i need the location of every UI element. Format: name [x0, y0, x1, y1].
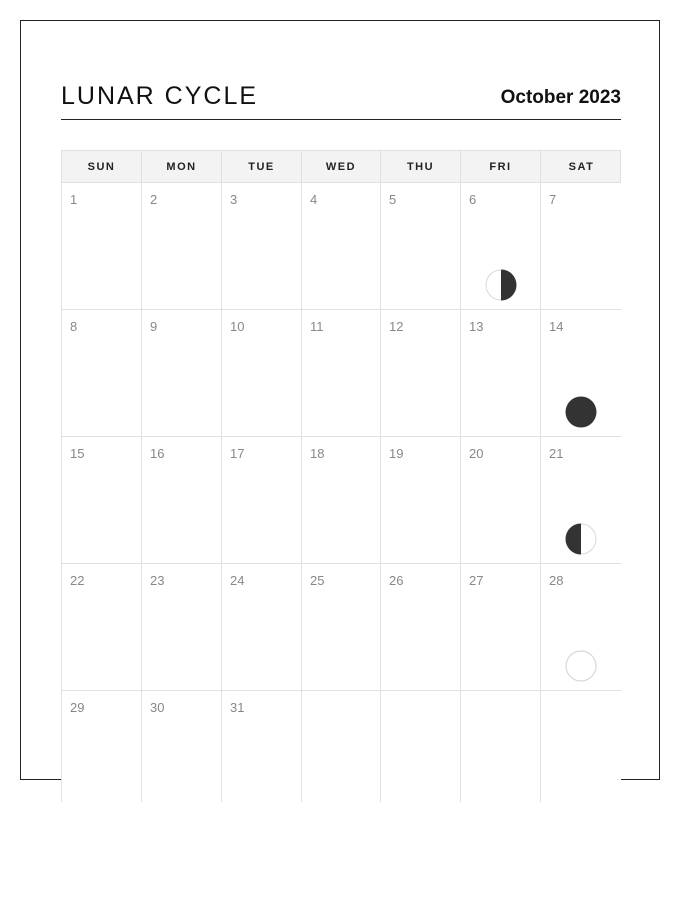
day-number: 16 — [150, 446, 165, 461]
calendar-header — [61, 78, 621, 120]
weekday-label: SAT — [568, 160, 595, 173]
weekday-label: SUN — [62, 151, 142, 182]
day-number: 21 — [549, 446, 564, 461]
weekday-label: TUE — [222, 151, 302, 182]
day-cell[interactable] — [142, 437, 222, 564]
day-number: 10 — [230, 319, 245, 334]
day-number: 7 — [549, 192, 557, 207]
day-cell[interactable] — [62, 437, 142, 564]
day-cell[interactable] — [62, 691, 142, 802]
day-cell[interactable] — [302, 183, 381, 310]
day-number: 28 — [549, 573, 564, 588]
weekday-label: FRI — [461, 151, 541, 182]
day-cell[interactable] — [381, 183, 461, 310]
day-cell[interactable] — [461, 564, 541, 691]
day-number: 8 — [70, 319, 78, 334]
day-number: 18 — [310, 446, 325, 461]
day-number: 22 — [70, 573, 85, 588]
weekday-label: WED — [302, 151, 381, 182]
day-number: 15 — [70, 446, 85, 461]
day-cell[interactable] — [461, 437, 541, 564]
day-number: 30 — [150, 700, 165, 715]
day-cell[interactable] — [461, 310, 541, 437]
day-number: 14 — [549, 319, 564, 334]
day-number: 24 — [230, 573, 245, 588]
day-number: 19 — [389, 446, 404, 461]
day-cell[interactable] — [302, 437, 381, 564]
day-cell[interactable] — [222, 183, 302, 310]
empty-day-cell — [541, 691, 621, 802]
weekday-header-row — [61, 150, 621, 183]
day-cell[interactable] — [541, 564, 621, 691]
empty-day-cell — [461, 691, 541, 802]
day-cell[interactable] — [62, 183, 142, 310]
day-cell[interactable] — [142, 691, 222, 802]
day-number: 29 — [70, 700, 85, 715]
day-cell[interactable] — [222, 691, 302, 802]
first-quarter-moon-icon — [565, 523, 597, 555]
page-title: LUNAR CYCLE — [61, 82, 259, 110]
day-number: 5 — [389, 192, 397, 207]
day-cell[interactable] — [62, 564, 142, 691]
day-number: 13 — [469, 319, 484, 334]
day-cell[interactable] — [222, 310, 302, 437]
day-number: 4 — [310, 192, 318, 207]
day-cell[interactable] — [222, 564, 302, 691]
day-cell[interactable] — [142, 183, 222, 310]
month-calendar — [61, 150, 621, 802]
day-number: 1 — [70, 192, 78, 207]
day-cell[interactable] — [142, 310, 222, 437]
day-number: 12 — [389, 319, 404, 334]
month-label: October 2023 — [500, 87, 621, 108]
day-number: 3 — [230, 192, 238, 207]
day-cell[interactable] — [541, 310, 621, 437]
day-number: 23 — [150, 573, 165, 588]
day-number: 26 — [389, 573, 404, 588]
day-number: 20 — [469, 446, 484, 461]
day-cell[interactable] — [302, 564, 381, 691]
day-cell[interactable] — [541, 437, 621, 564]
weekday-label: THU — [381, 151, 461, 182]
day-number: 27 — [469, 573, 484, 588]
empty-day-cell — [302, 691, 381, 802]
day-number: 17 — [230, 446, 245, 461]
day-cell[interactable] — [222, 437, 302, 564]
day-cell[interactable] — [381, 437, 461, 564]
day-cell[interactable] — [381, 564, 461, 691]
day-number: 11 — [310, 319, 324, 334]
day-number: 31 — [230, 700, 245, 715]
day-number: 6 — [469, 192, 477, 207]
weekday-label: MON — [142, 151, 222, 182]
day-cell[interactable] — [62, 310, 142, 437]
day-cell[interactable] — [461, 183, 541, 310]
day-number: 2 — [150, 192, 158, 207]
day-grid — [61, 183, 621, 802]
day-cell[interactable] — [142, 564, 222, 691]
day-cell[interactable] — [381, 310, 461, 437]
new-moon-icon — [565, 396, 597, 428]
last-quarter-moon-icon — [485, 269, 517, 301]
full-moon-icon — [565, 650, 597, 682]
day-cell[interactable] — [541, 183, 621, 310]
day-number: 9 — [150, 319, 158, 334]
day-number: 25 — [310, 573, 325, 588]
empty-day-cell — [381, 691, 461, 802]
day-cell[interactable] — [302, 310, 381, 437]
